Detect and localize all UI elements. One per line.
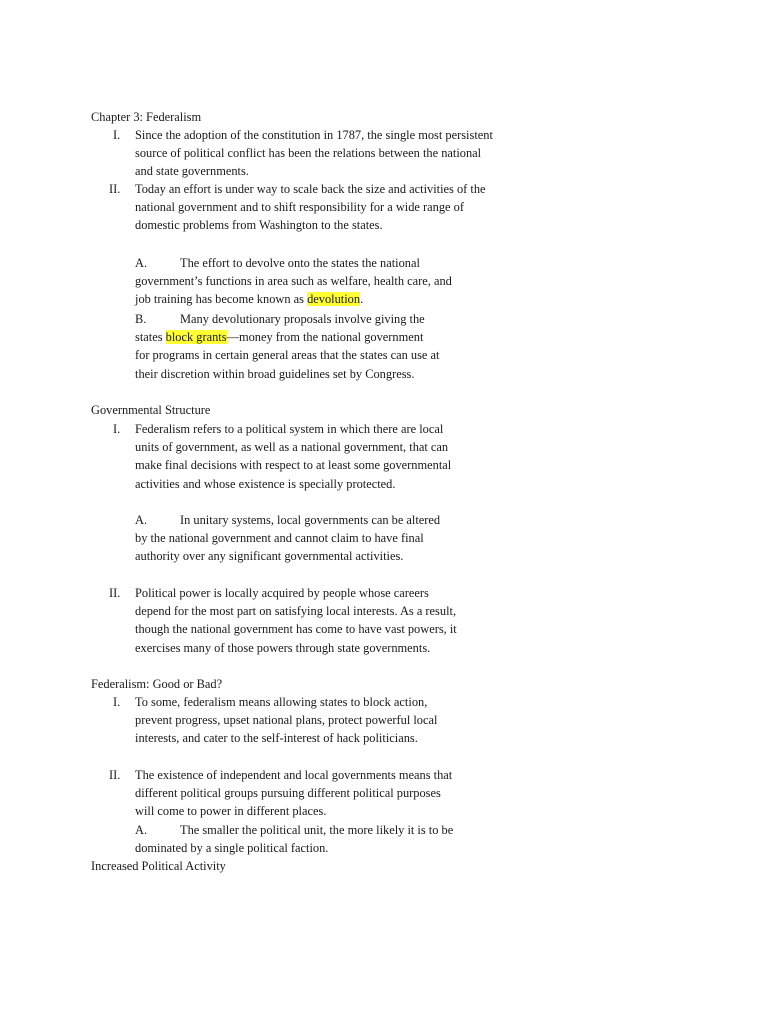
outline-item-text: Political power is locally acquired by people whose careers depend for the most part on satisfying local interests. As a result, though the national government has come to have vast powers, it exercises many of those powers through state governments. [135, 586, 457, 655]
letter-marker: A. [135, 823, 148, 837]
outline-item-text: To some, federalism means allowing states to block action, prevent progress, upset national plans, protect powerful local interests, and cater to the self-interest of hack politicians. [135, 695, 438, 746]
outline-item [109, 180, 495, 235]
letter-marker: B. [135, 312, 147, 326]
roman-numeral-marker: I. [113, 695, 121, 709]
outline-item [109, 584, 460, 657]
outline-subitem [135, 310, 440, 383]
roman-numeral-marker: II. [109, 182, 121, 196]
letter-marker: A. [135, 513, 148, 527]
outline-item-text: Since the adoption of the constitution in 1787, the single most persistent source of political conflict has been the relations between the national and state governments. [135, 128, 493, 179]
section-heading-federalism: Chapter 3: Federalism [91, 110, 202, 124]
subitem-text-end: —money from the national government for programs in certain general areas that the states can use at their discretion within broad guidelines set by Congress. [135, 330, 440, 381]
outline-subitem [135, 821, 455, 857]
outline-item [113, 693, 447, 748]
highlighted-term-devolution: devolution [307, 292, 361, 307]
outline-item-text: Federalism refers to a political system in which there are local units of government, as well as a national government, that can make final decisions with respect to at least some governmental activities and whose existence is specially protected. [135, 422, 452, 491]
subitem-text: The effort to devolve onto the states the national government’s functions in area such as welfare, health care, and job training has become known as [135, 256, 452, 307]
letter-marker: A. [135, 256, 148, 270]
outline-item-text: The existence of independent and local governments means that different political groups pursuing different political purposes will come to power in different places. [135, 768, 453, 819]
highlighted-term-block-grants: block grants [165, 330, 227, 345]
outline-item [113, 420, 455, 493]
outline-item-text: Today an effort is under way to scale back the size and activities of the national government and to shift responsibility for a wide range of domestic problems from Washington to the states. [135, 182, 486, 233]
outline-item [113, 126, 495, 181]
subitem-text: The smaller the political unit, the more likely it is to be dominated by a single political faction. [135, 823, 454, 856]
section-heading-governmental-structure: Governmental Structure [91, 403, 211, 417]
roman-numeral-marker: II. [109, 586, 121, 600]
subitem-text: In unitary systems, local governments can be altered by the national government and cannot claim to have final authority over any significant governmental activities. [135, 513, 441, 564]
subitem-text: Many devolutionary proposals involve giving the states [135, 312, 425, 345]
roman-numeral-marker: I. [113, 422, 121, 436]
subitem-text-end: . [360, 292, 364, 307]
section-heading-increased-political-activity: Increased Political Activity [91, 859, 226, 873]
roman-numeral-marker: I. [113, 128, 121, 142]
section-heading-good-or-bad: Federalism: Good or Bad? [91, 677, 223, 691]
outline-subitem [135, 511, 445, 566]
outline-subitem [135, 254, 455, 309]
outline-item [109, 766, 460, 821]
roman-numeral-marker: II. [109, 768, 121, 782]
